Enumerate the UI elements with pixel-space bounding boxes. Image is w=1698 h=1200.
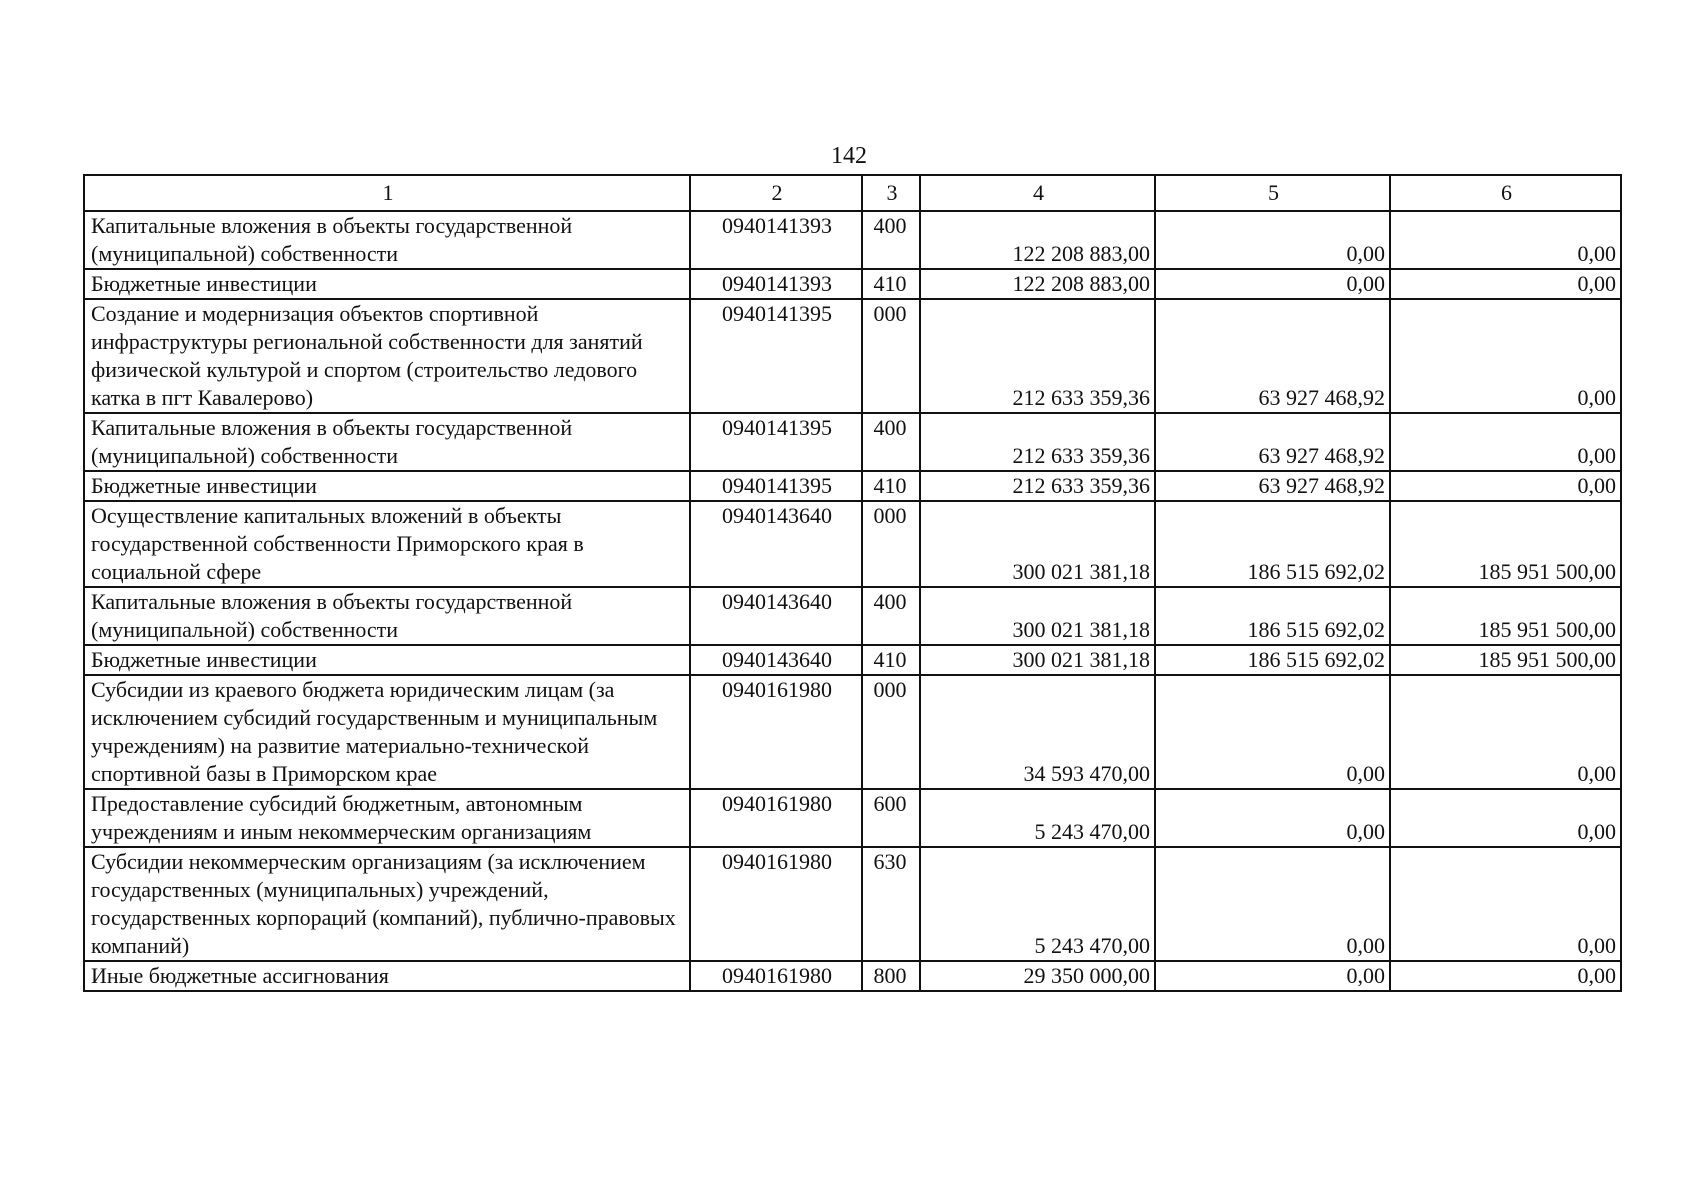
- amount-col5-cell: 63 927 468,92: [1155, 471, 1390, 501]
- amount-col6-cell: 0,00: [1390, 675, 1621, 789]
- amount-col6-cell: 0,00: [1390, 789, 1621, 847]
- item-name-cell: Капитальные вложения в объекты государственной (муниципальной) собственности: [84, 587, 690, 645]
- item-name-cell: Иные бюджетные ассигнования: [84, 961, 690, 991]
- item-name-cell: Капитальные вложения в объекты государственной (муниципальной) собственности: [84, 413, 690, 471]
- target-code-cell: 0940161980: [690, 789, 862, 847]
- column-header: 1: [84, 175, 690, 211]
- amount-col6-cell: 0,00: [1390, 961, 1621, 991]
- target-code-cell: 0940161980: [690, 847, 862, 961]
- item-name-cell: Бюджетные инвестиции: [84, 471, 690, 501]
- expense-type-cell: 400: [862, 211, 920, 269]
- expense-type-cell: 630: [862, 847, 920, 961]
- table-row: [84, 961, 1621, 991]
- column-header: 4: [920, 175, 1155, 211]
- amount-col5-cell: 63 927 468,92: [1155, 299, 1390, 413]
- amount-col5-cell: 0,00: [1155, 211, 1390, 269]
- table-row: [84, 675, 1621, 789]
- expense-type-cell: 410: [862, 645, 920, 675]
- amount-col5-cell: 0,00: [1155, 961, 1390, 991]
- budget-table: [83, 174, 1622, 992]
- amount-col5-cell: 0,00: [1155, 269, 1390, 299]
- item-name-cell: Предоставление субсидий бюджетным, автономным учреждениям и иным некоммерческим организациям: [84, 789, 690, 847]
- column-header: 3: [862, 175, 920, 211]
- amount-col5-cell: 0,00: [1155, 847, 1390, 961]
- column-header: 2: [690, 175, 862, 211]
- expense-type-cell: 800: [862, 961, 920, 991]
- amount-col6-cell: 185 951 500,00: [1390, 501, 1621, 587]
- amount-col6-cell: 0,00: [1390, 211, 1621, 269]
- table-row: [84, 501, 1621, 587]
- table-row: [84, 847, 1621, 961]
- table-row: [84, 413, 1621, 471]
- amount-col6-cell: 0,00: [1390, 471, 1621, 501]
- item-name-cell: Бюджетные инвестиции: [84, 645, 690, 675]
- table-row: [84, 471, 1621, 501]
- amount-col4-cell: 212 633 359,36: [920, 413, 1155, 471]
- amount-col4-cell: 34 593 470,00: [920, 675, 1155, 789]
- amount-col4-cell: 300 021 381,18: [920, 501, 1155, 587]
- expense-type-cell: 400: [862, 413, 920, 471]
- amount-col6-cell: 0,00: [1390, 847, 1621, 961]
- target-code-cell: 0940161980: [690, 961, 862, 991]
- amount-col6-cell: 0,00: [1390, 413, 1621, 471]
- amount-col6-cell: 185 951 500,00: [1390, 645, 1621, 675]
- item-name-cell: Субсидии из краевого бюджета юридическим лицам (за исключением субсидий государственным и муниципальным учреждениям) на развитие материально-технической спортивной базы в Приморском крае: [84, 675, 690, 789]
- amount-col4-cell: 5 243 470,00: [920, 789, 1155, 847]
- table-row: [84, 587, 1621, 645]
- expense-type-cell: 000: [862, 299, 920, 413]
- target-code-cell: 0940141393: [690, 211, 862, 269]
- table-row: [84, 645, 1621, 675]
- amount-col5-cell: 186 515 692,02: [1155, 587, 1390, 645]
- table-row: [84, 211, 1621, 269]
- table-row: [84, 789, 1621, 847]
- target-code-cell: 0940161980: [690, 675, 862, 789]
- expense-type-cell: 410: [862, 471, 920, 501]
- amount-col4-cell: 300 021 381,18: [920, 645, 1155, 675]
- expense-type-cell: 410: [862, 269, 920, 299]
- expense-type-cell: 000: [862, 675, 920, 789]
- amount-col5-cell: 186 515 692,02: [1155, 645, 1390, 675]
- item-name-cell: Капитальные вложения в объекты государственной (муниципальной) собственности: [84, 211, 690, 269]
- item-name-cell: Создание и модернизация объектов спортивной инфраструктуры региональной собственности для занятий физической культурой и спортом (строительство ледового катка в пгт Кавалерово): [84, 299, 690, 413]
- target-code-cell: 0940141393: [690, 269, 862, 299]
- column-header: 5: [1155, 175, 1390, 211]
- expense-type-cell: 600: [862, 789, 920, 847]
- target-code-cell: 0940141395: [690, 471, 862, 501]
- table-row: [84, 299, 1621, 413]
- amount-col5-cell: 186 515 692,02: [1155, 501, 1390, 587]
- target-code-cell: 0940143640: [690, 587, 862, 645]
- amount-col6-cell: 0,00: [1390, 299, 1621, 413]
- amount-col6-cell: 0,00: [1390, 269, 1621, 299]
- amount-col6-cell: 185 951 500,00: [1390, 587, 1621, 645]
- amount-col4-cell: 122 208 883,00: [920, 269, 1155, 299]
- amount-col4-cell: 122 208 883,00: [920, 211, 1155, 269]
- amount-col5-cell: 0,00: [1155, 675, 1390, 789]
- amount-col4-cell: 212 633 359,36: [920, 299, 1155, 413]
- target-code-cell: 0940143640: [690, 645, 862, 675]
- item-name-cell: Бюджетные инвестиции: [84, 269, 690, 299]
- target-code-cell: 0940141395: [690, 413, 862, 471]
- page-number: 142: [831, 143, 867, 169]
- amount-col5-cell: 0,00: [1155, 789, 1390, 847]
- amount-col5-cell: 63 927 468,92: [1155, 413, 1390, 471]
- target-code-cell: 0940143640: [690, 501, 862, 587]
- amount-col4-cell: 212 633 359,36: [920, 471, 1155, 501]
- expense-type-cell: 400: [862, 587, 920, 645]
- amount-col4-cell: 300 021 381,18: [920, 587, 1155, 645]
- amount-col4-cell: 5 243 470,00: [920, 847, 1155, 961]
- amount-col4-cell: 29 350 000,00: [920, 961, 1155, 991]
- item-name-cell: Субсидии некоммерческим организациям (за исключением государственных (муниципальных) учреждений, государственных корпораций (компаний), публично-правовых компаний): [84, 847, 690, 961]
- column-header: 6: [1390, 175, 1621, 211]
- table-header-row: [84, 175, 1621, 211]
- target-code-cell: 0940141395: [690, 299, 862, 413]
- item-name-cell: Осуществление капитальных вложений в объекты государственной собственности Приморского края в социальной сфере: [84, 501, 690, 587]
- expense-type-cell: 000: [862, 501, 920, 587]
- table-row: [84, 269, 1621, 299]
